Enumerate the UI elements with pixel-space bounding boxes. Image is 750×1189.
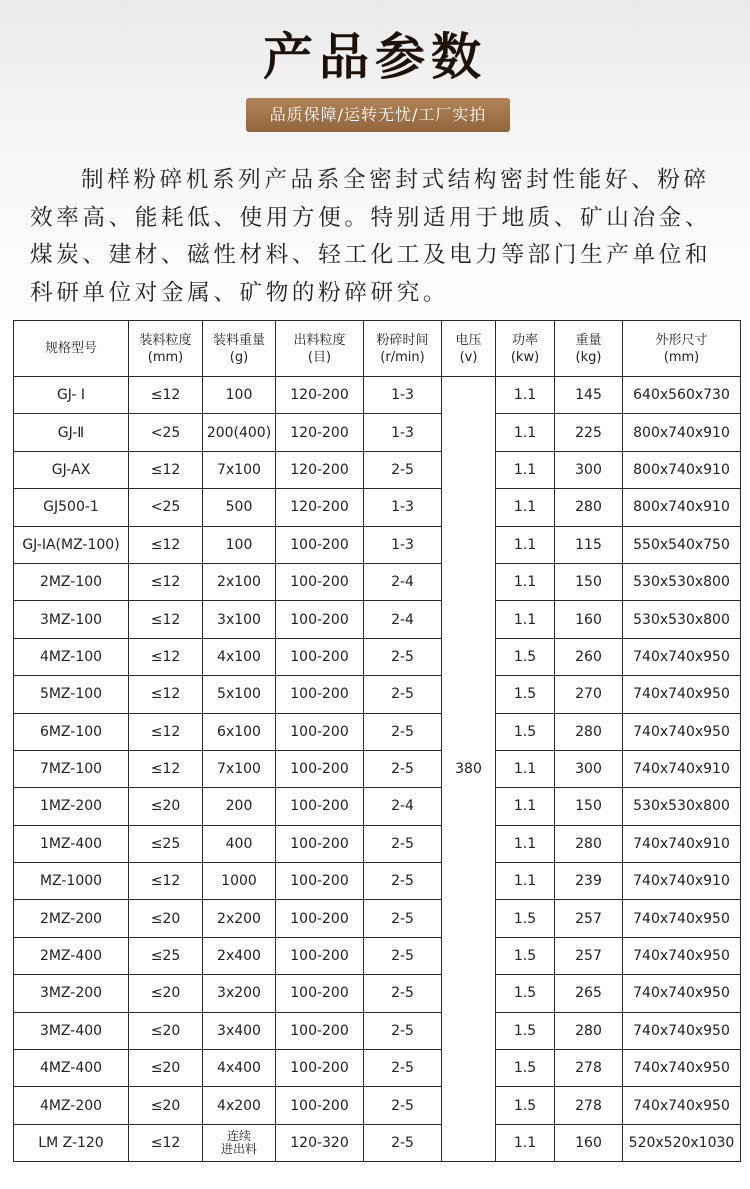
table-row [14,601,741,638]
cell-feed-size: ≤12 [129,377,203,414]
cell-power: 1.1 [496,601,555,638]
cell-feed-size: ≤20 [129,1050,203,1087]
table-row [14,863,741,900]
cell-grind-time: 2-5 [364,825,442,862]
cell-feed-size: ≤25 [129,825,203,862]
table-row [14,900,741,937]
table-row [14,713,741,750]
cell-output-size: 100-200 [276,788,364,825]
header-weight [555,321,623,377]
cell-feed-weight: 4x100 [203,638,276,675]
header-label: 重量 [575,332,602,348]
header-dimensions [623,321,741,377]
cell-output-size: 120-200 [276,414,364,451]
cell-dimensions: 740x740x950 [623,975,741,1012]
cell-feed-weight: 500 [203,489,276,526]
cell-model: MZ-1000 [14,863,129,900]
table-row [14,788,741,825]
cell-weight: 270 [555,676,623,713]
cell-output-size: 120-200 [276,489,364,526]
cell-weight: 150 [555,788,623,825]
cell-feed-size: ≤25 [129,937,203,974]
cell-power: 1.5 [496,900,555,937]
header-power [496,321,555,377]
cell-dimensions: 550x540x750 [623,526,741,563]
spec-table [13,320,741,1162]
cell-weight: 257 [555,900,623,937]
cell-weight: 160 [555,1124,623,1161]
table-header-row [14,321,741,377]
cell-dimensions: 740x740x950 [623,676,741,713]
cell-dimensions: 740x740x950 [623,638,741,675]
cell-feed-weight: 100 [203,377,276,414]
cell-dimensions: 520x520x1030 [623,1124,741,1161]
header-label: 电压 [455,332,482,348]
cell-model: GJ-Ⅱ [14,414,129,451]
cell-grind-time: 2-5 [364,713,442,750]
cell-model: GJ-AX [14,451,129,488]
cell-feed-size: ≤12 [129,563,203,600]
cell-power: 1.1 [496,451,555,488]
cell-dimensions: 740x740x950 [623,937,741,974]
header-label: 粉碎时间 [376,332,429,348]
cell-grind-time: 2-5 [364,937,442,974]
cell-model: GJ- Ⅰ [14,377,129,414]
header-feed-size [129,321,203,377]
cell-weight: 278 [555,1050,623,1087]
cell-feed-weight: 4x200 [203,1087,276,1124]
table-row [14,526,741,563]
cell-weight: 280 [555,489,623,526]
cell-dimensions: 740x740x950 [623,1087,741,1124]
cell-output-size: 100-200 [276,975,364,1012]
cell-dimensions: 740x740x910 [623,825,741,862]
cell-feed-size: ≤12 [129,750,203,787]
cell-feed-size: ≤12 [129,676,203,713]
cell-grind-time: 2-5 [364,863,442,900]
cell-weight: 239 [555,863,623,900]
cell-weight: 300 [555,750,623,787]
cell-output-size: 100-200 [276,526,364,563]
cell-grind-time: 1-3 [364,489,442,526]
cell-dimensions: 740x740x950 [623,1050,741,1087]
cell-dimensions: 740x740x910 [623,750,741,787]
table-row [14,377,741,414]
cell-power: 1.1 [496,750,555,787]
cell-power: 1.1 [496,377,555,414]
cell-feed-weight: 1000 [203,863,276,900]
cell-output-size: 100-200 [276,750,364,787]
cell-power: 1.1 [496,863,555,900]
cell-model: 7MZ-100 [14,750,129,787]
cell-feed-weight: 400 [203,825,276,862]
header-unit: (v) [459,349,478,365]
header-unit: (目) [307,349,332,365]
header-label: 规格型号 [44,341,97,356]
cell-grind-time: 2-5 [364,676,442,713]
cell-dimensions: 800x740x910 [623,414,741,451]
cell-feed-weight: 3x400 [203,1012,276,1049]
cell-feed-weight-line: 进出料 [220,1142,257,1156]
cell-output-size: 100-200 [276,713,364,750]
cell-output-size: 100-200 [276,937,364,974]
cell-weight: 160 [555,601,623,638]
header-model [14,321,129,377]
cell-feed-weight: 7x100 [203,750,276,787]
cell-power: 1.1 [496,788,555,825]
cell-weight: 260 [555,638,623,675]
cell-dimensions: 800x740x910 [623,451,741,488]
cell-dimensions: 530x530x800 [623,601,741,638]
cell-feed-size: ≤12 [129,451,203,488]
cell-feed-weight: 5x100 [203,676,276,713]
cell-power: 1.5 [496,975,555,1012]
cell-feed-size: <25 [129,489,203,526]
cell-weight: 150 [555,563,623,600]
page-title: 产品参数 [263,28,487,86]
table-row [14,563,741,600]
cell-model: GJ-IA(MZ-100) [14,526,129,563]
cell-weight: 300 [555,451,623,488]
cell-model: 2MZ-100 [14,563,129,600]
cell-power: 1.1 [496,825,555,862]
cell-model: 3MZ-100 [14,601,129,638]
cell-power: 1.1 [496,563,555,600]
cell-weight: 280 [555,713,623,750]
cell-weight: 278 [555,1087,623,1124]
table-row [14,676,741,713]
cell-model: 5MZ-100 [14,676,129,713]
table-row [14,1124,741,1161]
cell-feed-weight [203,1124,276,1161]
cell-power: 1.5 [496,638,555,675]
cell-feed-size: ≤12 [129,526,203,563]
cell-weight: 280 [555,1012,623,1049]
cell-weight: 225 [555,414,623,451]
cell-feed-weight: 2x200 [203,900,276,937]
cell-power: 1.5 [496,937,555,974]
cell-feed-size: ≤12 [129,713,203,750]
cell-dimensions: 740x740x950 [623,1012,741,1049]
cell-power: 1.1 [496,526,555,563]
cell-output-size: 100-200 [276,1050,364,1087]
table-row [14,489,741,526]
table-row [14,638,741,675]
header-unit: (mm) [147,349,184,365]
cell-feed-weight: 3x100 [203,601,276,638]
header-label: 外形尺寸 [655,332,708,348]
cell-power: 1.5 [496,1050,555,1087]
cell-output-size: 100-200 [276,900,364,937]
header-unit: (kg) [575,349,602,365]
cell-dimensions: 530x530x800 [623,788,741,825]
table-row [14,1050,741,1087]
cell-feed-size: ≤12 [129,638,203,675]
header-unit: (mm) [663,349,700,365]
cell-feed-weight: 3x200 [203,975,276,1012]
cell-feed-size: ≤12 [129,601,203,638]
cell-output-size: 100-200 [276,563,364,600]
table-row [14,451,741,488]
cell-model: 1MZ-200 [14,788,129,825]
cell-output-size: 120-200 [276,377,364,414]
cell-output-size: 100-200 [276,676,364,713]
cell-power: 1.1 [496,414,555,451]
cell-power: 1.5 [496,1087,555,1124]
table-row [14,937,741,974]
cell-grind-time: 2-5 [364,1124,442,1161]
cell-grind-time: 1-3 [364,526,442,563]
quality-badge: 品质保障/运转无忧/工厂实拍 [246,98,510,132]
cell-model: 2MZ-400 [14,937,129,974]
cell-output-size: 100-200 [276,825,364,862]
cell-grind-time: 2-4 [364,563,442,600]
cell-model: GJ500-1 [14,489,129,526]
cell-feed-weight-line: 连续 [226,1129,251,1143]
header-grind-time [364,321,442,377]
cell-feed-size: ≤12 [129,1124,203,1161]
cell-feed-weight: 6x100 [203,713,276,750]
cell-grind-time: 2-5 [364,451,442,488]
cell-model: 3MZ-400 [14,1012,129,1049]
cell-output-size: 100-200 [276,601,364,638]
cell-output-size: 120-200 [276,451,364,488]
header-feed-weight [203,321,276,377]
cell-feed-weight: 100 [203,526,276,563]
cell-power: 1.1 [496,1124,555,1161]
table-body [14,377,741,1162]
cell-feed-weight: 2x100 [203,563,276,600]
cell-weight: 265 [555,975,623,1012]
cell-weight: 115 [555,526,623,563]
cell-grind-time: 2-5 [364,638,442,675]
cell-model: 4MZ-400 [14,1050,129,1087]
header-label: 装料粒度 [139,332,192,348]
cell-grind-time: 1-3 [364,377,442,414]
cell-feed-size: ≤20 [129,900,203,937]
cell-feed-size: ≤20 [129,788,203,825]
cell-feed-size: ≤20 [129,1087,203,1124]
cell-grind-time: 2-4 [364,601,442,638]
cell-model: 6MZ-100 [14,713,129,750]
header-label: 装料重量 [212,332,265,348]
cell-weight: 257 [555,937,623,974]
intro-paragraph: 制样粉碎机系列产品系全密封式结构密封性能好、粉碎效率高、能耗低、使用方便。特别适用于地质、矿山冶金、煤炭、建材、磁性材料、轻工化工及电力等部门生产单位和科研单位对金属、矿物的粉碎研究。 [30,167,712,306]
cell-feed-weight: 4x400 [203,1050,276,1087]
cell-grind-time: 2-5 [364,1050,442,1087]
header-voltage [442,321,496,377]
header-unit: (r/min) [380,349,425,365]
table-row [14,750,741,787]
cell-feed-weight: 7x100 [203,451,276,488]
table-row [14,414,741,451]
cell-feed-weight: 200(400) [203,414,276,451]
cell-dimensions: 740x740x950 [623,713,741,750]
cell-grind-time: 2-4 [364,788,442,825]
cell-output-size: 100-200 [276,1087,364,1124]
cell-power: 1.5 [496,1012,555,1049]
cell-feed-size: ≤20 [129,1012,203,1049]
cell-power: 1.1 [496,489,555,526]
table-row [14,1012,741,1049]
cell-output-size: 100-200 [276,863,364,900]
cell-model: 2MZ-200 [14,900,129,937]
cell-grind-time: 2-5 [364,975,442,1012]
table-row [14,1087,741,1124]
header-label: 出料粒度 [293,332,346,348]
header-unit: (g) [229,349,249,365]
cell-output-size: 120-320 [276,1124,364,1161]
cell-grind-time: 1-3 [364,414,442,451]
cell-model: LM Z-120 [14,1124,129,1161]
cell-power: 1.5 [496,676,555,713]
cell-feed-weight: 200 [203,788,276,825]
table-row [14,975,741,1012]
cell-weight: 145 [555,377,623,414]
cell-dimensions: 740x740x950 [623,900,741,937]
cell-grind-time: 2-5 [364,900,442,937]
cell-grind-time: 2-5 [364,1012,442,1049]
cell-weight: 280 [555,825,623,862]
header-label: 功率 [511,332,538,348]
cell-model: 4MZ-100 [14,638,129,675]
cell-dimensions: 800x740x910 [623,489,741,526]
cell-dimensions: 640x560x730 [623,377,741,414]
cell-dimensions: 740x740x910 [623,863,741,900]
cell-power: 1.5 [496,713,555,750]
header-unit: (kw) [510,349,540,365]
cell-voltage: 380 [442,377,496,1162]
cell-feed-size: <25 [129,414,203,451]
header-output-size [276,321,364,377]
cell-grind-time: 2-5 [364,1087,442,1124]
cell-feed-size: ≤20 [129,975,203,1012]
cell-output-size: 100-200 [276,1012,364,1049]
cell-model: 1MZ-400 [14,825,129,862]
cell-feed-size: ≤12 [129,863,203,900]
cell-dimensions: 530x530x800 [623,563,741,600]
cell-model: 3MZ-200 [14,975,129,1012]
table-row [14,825,741,862]
cell-output-size: 100-200 [276,638,364,675]
cell-model: 4MZ-200 [14,1087,129,1124]
cell-feed-weight: 2x400 [203,937,276,974]
cell-grind-time: 2-5 [364,750,442,787]
